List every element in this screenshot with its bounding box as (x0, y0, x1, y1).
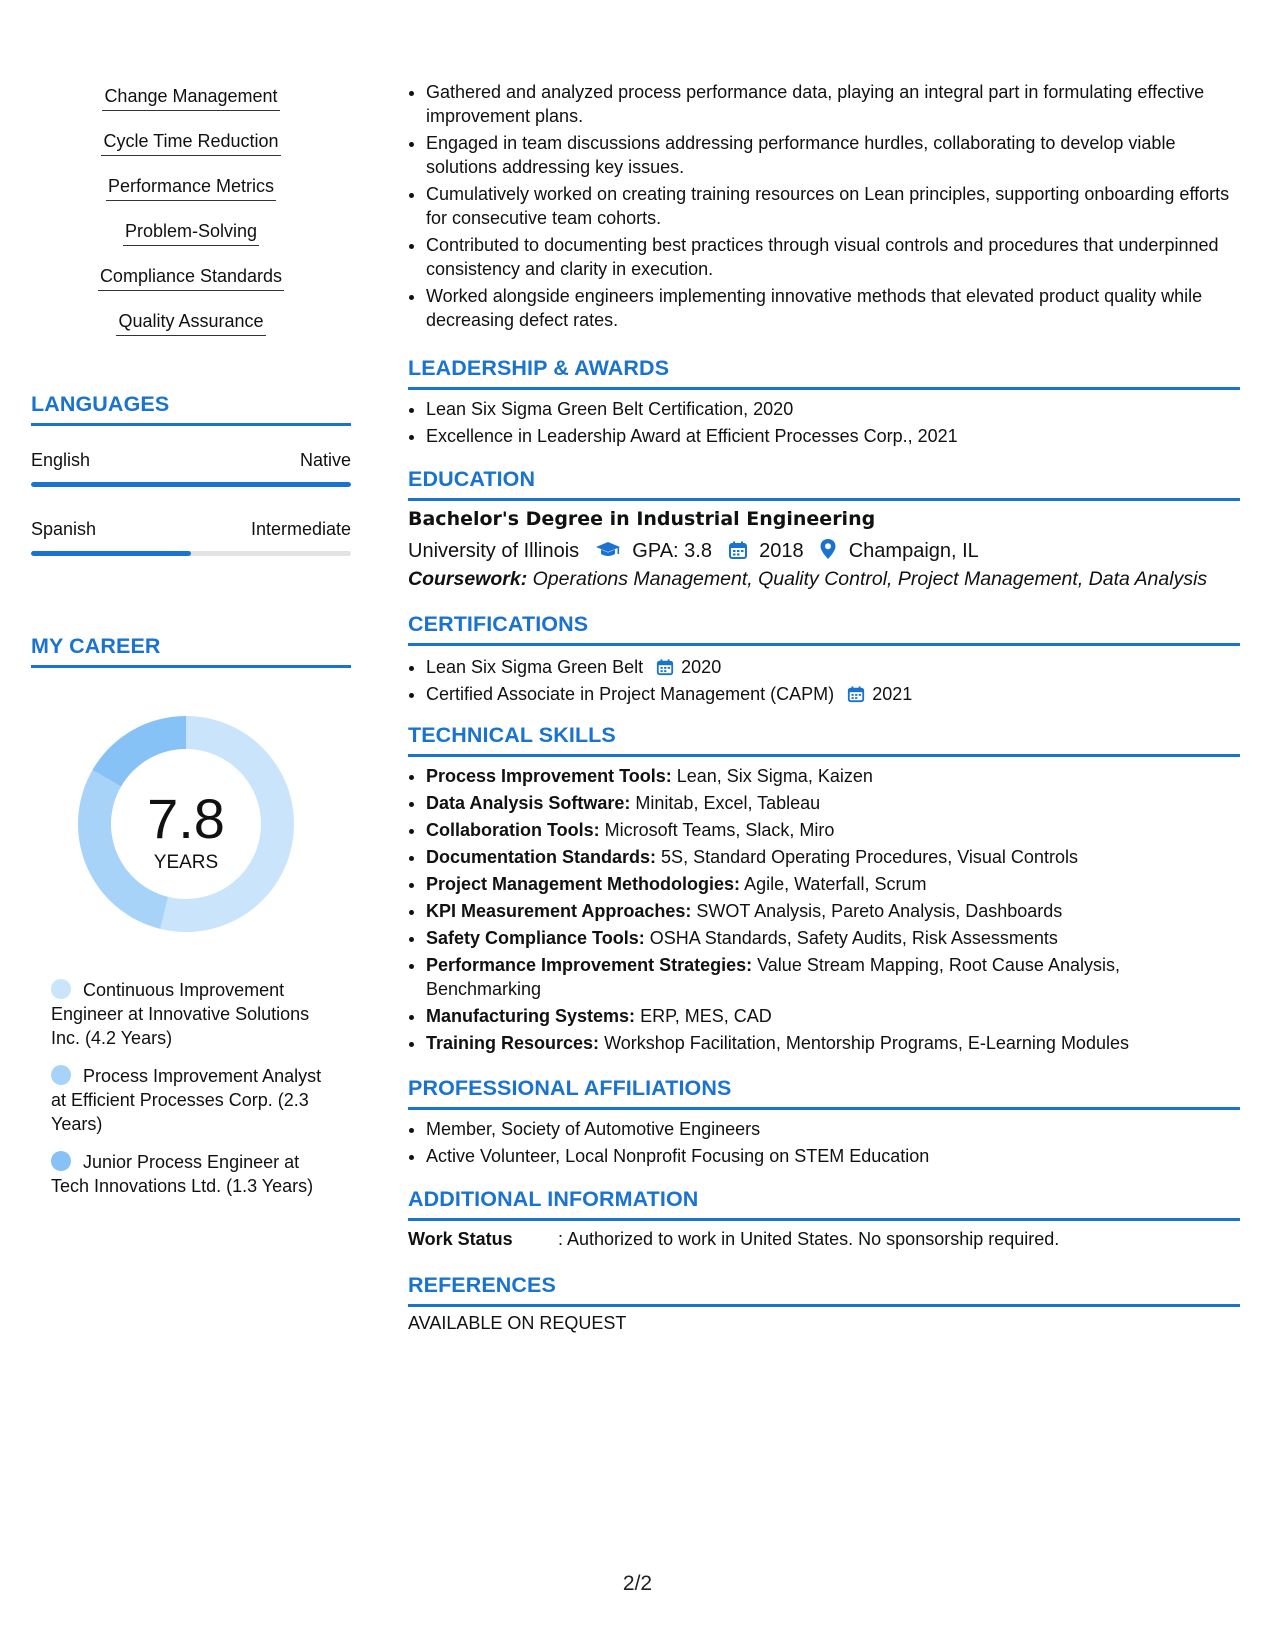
section-divider (31, 665, 351, 668)
tech-skill-value: ERP, MES, CAD (640, 1006, 772, 1026)
section-title: ADDITIONAL INFORMATION (408, 1187, 699, 1211)
skill-item (31, 266, 351, 311)
work-status-value: : Authorized to work in United States. No sponsorship required. (558, 1229, 1060, 1249)
coursework (408, 568, 1240, 591)
section-title: CERTIFICATIONS (408, 612, 589, 636)
references-text: AVAILABLE ON REQUEST (408, 1313, 627, 1333)
bullet-item: • Member, Society of Automotive Engineers (426, 1116, 1240, 1143)
tech-skill-value: OSHA Standards, Safety Audits, Risk Assessments (649, 928, 1058, 948)
bullet-item: • Cumulatively worked on creating training resources on Lean principles, supporting onboarding efforts for consecutive team cohorts. (426, 182, 1240, 230)
language-item (31, 450, 351, 487)
legend-label: Continuous Improvement Engineer at Innovative Solutions Inc. (4.2 Years) (51, 980, 310, 1048)
leadership-list (408, 396, 1240, 450)
legend-swatch (51, 1151, 71, 1171)
certification-year: 2020 (681, 657, 722, 677)
section-title: PROFESSIONAL AFFILIATIONS (408, 1076, 732, 1100)
tech-skill-value: Agile, Waterfall, Scrum (744, 874, 927, 894)
graduation-year: 2018 (759, 540, 804, 562)
tech-skill-item (426, 953, 1240, 1001)
coursework-list: Operations Management, Quality Control, Project Management, Data Analysis (532, 568, 1208, 590)
calendar-icon (656, 658, 674, 676)
skill-label: Performance Metrics (106, 176, 276, 201)
certification-item (426, 654, 1240, 681)
certification-name: Certified Associate in Project Management (CAPM) (426, 684, 835, 704)
certifications-section (408, 612, 1240, 646)
language-item (31, 519, 351, 556)
language-name: Spanish (31, 519, 97, 539)
tech-skill-value: Microsoft Teams, Slack, Miro (604, 820, 835, 840)
career-donut-chart (66, 704, 306, 944)
tech-skill-value: Value Stream Mapping, Root Cause Analysis, Benchmarking (426, 955, 1120, 999)
affiliations-list (408, 1116, 1240, 1170)
legend-label: Process Improvement Analyst at Efficient Processes Corp. (2.3 Years) (51, 1066, 322, 1134)
skill-label: Problem-Solving (123, 221, 259, 246)
education-section (408, 467, 1240, 501)
tech-skill-item (426, 872, 1240, 896)
work-status-label: Work Status (408, 1229, 513, 1249)
language-bar-fill (31, 482, 351, 487)
tech-skill-label: Performance Improvement Strategies: (426, 955, 753, 975)
tech-skill-item (426, 926, 1240, 950)
experience-bullets (408, 80, 1240, 332)
language-level: Intermediate (250, 519, 351, 539)
skill-item (31, 131, 351, 176)
skill-label: Change Management (102, 86, 279, 111)
section-divider (408, 498, 1240, 501)
tech-skill-label: Manufacturing Systems: (426, 1006, 636, 1026)
bullet-item: • Lean Six Sigma Green Belt Certification, 2020 (426, 396, 1240, 423)
tech-skill-item (426, 791, 1240, 815)
skill-label: Compliance Standards (98, 266, 284, 291)
career-legend-item (51, 1150, 341, 1198)
tech-skill-label: Collaboration Tools: (426, 820, 600, 840)
section-divider (408, 643, 1240, 646)
tech-skill-item (426, 818, 1240, 842)
bullet-item: • Active Volunteer, Local Nonprofit Focusing on STEM Education (426, 1143, 1240, 1170)
career-total-value: 7.8 (147, 787, 225, 850)
certification-year: 2021 (872, 684, 913, 704)
bullet-item: • Contributed to documenting best practices through visual controls and procedures that underpinned consistency and clarity in execution. (426, 233, 1240, 281)
section-divider (408, 1218, 1240, 1221)
skill-label: Quality Assurance (116, 311, 265, 336)
tech-skill-item (426, 899, 1240, 923)
bullet-item: • Engaged in team discussions addressing performance hurdles, collaborating to develop viable solutions addressing key issues. (426, 131, 1240, 179)
certification-item (426, 681, 1240, 708)
tech-skill-value: Minitab, Excel, Tableau (635, 793, 821, 813)
section-divider (408, 754, 1240, 757)
gpa: GPA: 3.8 (632, 540, 712, 562)
tech-skill-value: Workshop Facilitation, Mentorship Programs, E-Learning Modules (604, 1033, 1129, 1053)
career-legend-item (51, 978, 341, 1050)
tech-skill-item (426, 1004, 1240, 1028)
tech-skill-label: Process Improvement Tools: (426, 766, 672, 786)
tech-skill-label: Training Resources: (426, 1033, 600, 1053)
language-name: English (31, 450, 91, 470)
section-divider (408, 1304, 1240, 1307)
bullet-item: • Excellence in Leadership Award at Efficient Processes Corp., 2021 (426, 423, 1240, 450)
page-number: 2/2 (622, 1572, 653, 1595)
section-divider (31, 423, 351, 426)
section-divider (408, 387, 1240, 390)
affiliations-section (408, 1076, 1240, 1110)
career-legend-item (51, 1064, 341, 1136)
tech-skill-label: KPI Measurement Approaches: (426, 901, 692, 921)
calendar-icon (728, 540, 748, 560)
legend-swatch (51, 979, 71, 999)
section-title: TECHNICAL SKILLS (408, 723, 616, 747)
tech-skill-item (426, 1031, 1240, 1055)
language-bar-fill (31, 551, 191, 556)
tech-skill-item (426, 764, 1240, 788)
section-title: REFERENCES (408, 1273, 556, 1297)
tech-skill-label: Documentation Standards: (426, 847, 657, 867)
section-title: MY CAREER (31, 634, 161, 658)
language-bar (31, 482, 351, 487)
certifications-list (408, 654, 1240, 708)
degree-title: Bachelor's Degree in Industrial Engineering (408, 508, 876, 530)
section-divider (408, 1107, 1240, 1110)
work-status-row (408, 1229, 1240, 1250)
school-name: University of Illinois (408, 540, 580, 562)
tech-skill-value: SWOT Analysis, Pareto Analysis, Dashboards (696, 901, 1063, 921)
bullet-item: • Worked alongside engineers implementing innovative methods that elevated product quality while decreasing defect rates. (426, 284, 1240, 332)
school-location: Champaign, IL (848, 540, 979, 562)
section-title: EDUCATION (408, 467, 536, 491)
technical-skills-section (408, 723, 1240, 757)
certification-name: Lean Six Sigma Green Belt (426, 657, 644, 677)
references-section (408, 1273, 1240, 1307)
career-section (31, 634, 351, 668)
section-title: LANGUAGES (31, 392, 170, 416)
additional-info-section (408, 1187, 1240, 1221)
tech-skill-label: Data Analysis Software: (426, 793, 631, 813)
tech-skill-value: 5S, Standard Operating Procedures, Visual Controls (661, 847, 1078, 867)
skill-item (31, 176, 351, 221)
language-level: Native (299, 450, 351, 470)
skill-item (31, 221, 351, 266)
bullet-item: • Gathered and analyzed process performance data, playing an integral part in formulating effective improvement plans. (426, 80, 1240, 128)
career-total-unit: YEARS (153, 852, 219, 873)
legend-swatch (51, 1065, 71, 1085)
tech-skill-label: Project Management Methodologies: (426, 874, 741, 894)
education-details (408, 538, 1240, 563)
skill-item (31, 86, 351, 131)
technical-skills-list (408, 764, 1240, 1055)
languages-section (31, 392, 351, 426)
tech-skill-label: Safety Compliance Tools: (426, 928, 645, 948)
tech-skill-value: Lean, Six Sigma, Kaizen (676, 766, 873, 786)
language-bar (31, 551, 351, 556)
coursework-label: Coursework: (408, 568, 528, 590)
section-title: LEADERSHIP & AWARDS (408, 356, 670, 380)
map-pin-icon (819, 538, 837, 560)
tech-skill-item (426, 845, 1240, 869)
skill-item (31, 311, 351, 356)
leadership-section (408, 356, 1240, 390)
calendar-icon (847, 685, 865, 703)
skill-label: Cycle Time Reduction (101, 131, 280, 156)
legend-label: Junior Process Engineer at Tech Innovations Ltd. (1.3 Years) (51, 1152, 314, 1196)
skills-list (31, 86, 351, 356)
graduation-cap-icon (595, 540, 621, 560)
donut-slice (92, 716, 186, 787)
